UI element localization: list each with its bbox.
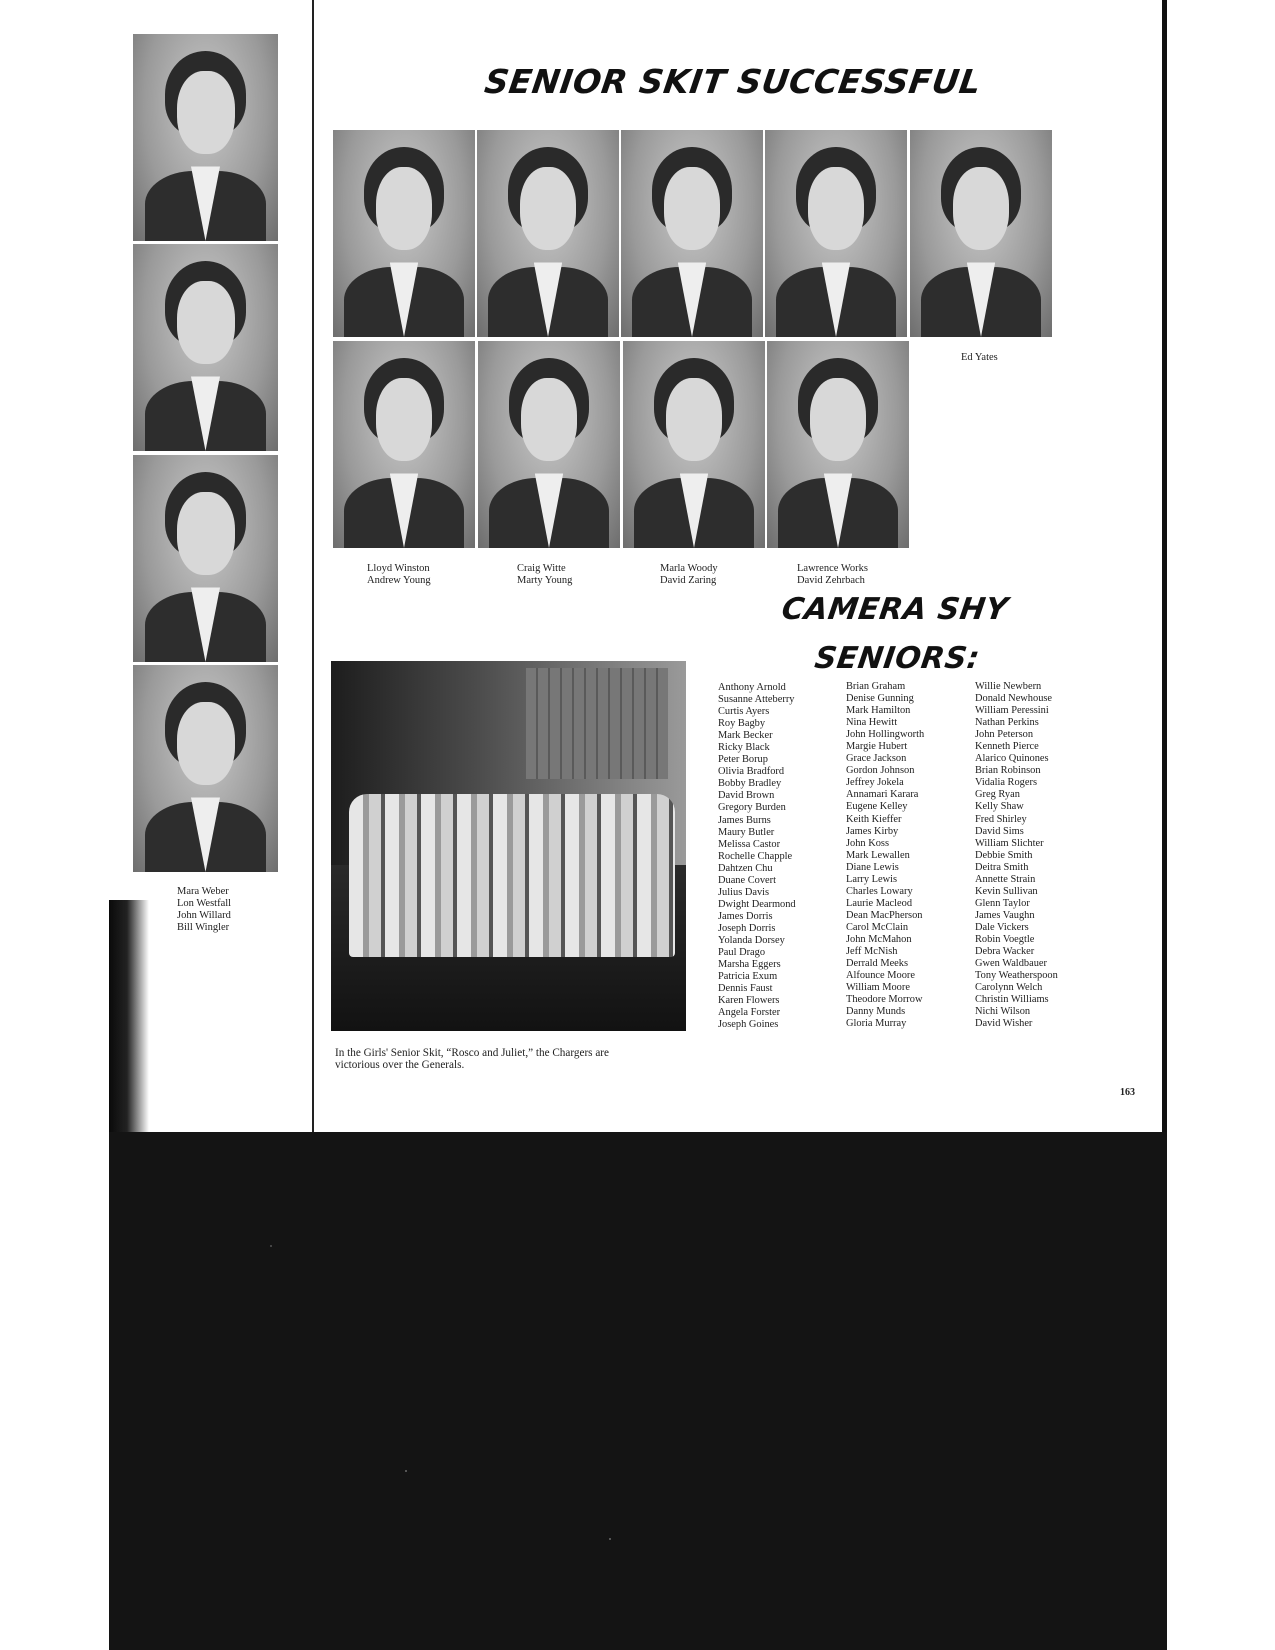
camera-shy-name: Mark Becker	[718, 730, 773, 742]
camera-shy-name: Larry Lewis	[846, 873, 898, 885]
camera-shy-name: James Vaughn	[975, 909, 1035, 921]
scan-background	[109, 1132, 1167, 1650]
camera-shy-name: Diane Lewis	[846, 861, 899, 873]
grid-portrait-photo	[333, 130, 475, 337]
camera-shy-column-3	[975, 681, 1058, 1030]
camera-shy-name: Ricky Black	[718, 742, 770, 754]
camera-shy-name: Gwen Waldbauer	[975, 958, 1047, 970]
camera-shy-name: Maury Butler	[718, 826, 775, 838]
camera-shy-name: Grace Jackson	[846, 753, 907, 765]
camera-shy-name: Kenneth Pierce	[975, 741, 1039, 753]
camera-shy-name: Curtis Ayers	[718, 706, 770, 718]
left-caption-3: John Willard	[177, 910, 231, 921]
camera-shy-name: Dale Vickers	[975, 921, 1029, 933]
camera-shy-name: Carol McClain	[846, 921, 909, 933]
grid-caption-4b: David Zehrbach	[797, 575, 865, 586]
camera-shy-name: John Hollingworth	[846, 729, 925, 741]
camera-shy-name: Deitra Smith	[975, 861, 1029, 873]
camera-shy-name: Fred Shirley	[975, 813, 1027, 825]
grid-caption-2a: Craig Witte	[517, 563, 566, 574]
camera-shy-name: Alarico Quinones	[975, 753, 1049, 765]
camera-shy-name: James Burns	[718, 814, 771, 826]
scan-speck	[609, 1538, 611, 1540]
camera-shy-name: James Kirby	[846, 825, 899, 837]
camera-shy-name: Olivia Bradford	[718, 766, 785, 778]
camera-shy-name: Keith Kieffer	[846, 813, 902, 825]
camera-shy-name: Yolanda Dorsey	[718, 934, 785, 946]
camera-shy-name: David Sims	[975, 825, 1024, 837]
camera-shy-name: Danny Munds	[846, 1006, 906, 1018]
camera-shy-name: William Moore	[846, 982, 910, 994]
grid-portrait-photo	[623, 341, 765, 548]
grid-portrait-photo	[767, 341, 909, 548]
left-caption-4: Bill Wingler	[177, 922, 230, 933]
camera-shy-name: Willie Newbern	[975, 681, 1042, 692]
camera-shy-name: Joseph Goines	[718, 1019, 779, 1031]
camera-shy-name: Dennis Faust	[718, 983, 773, 995]
scan-speck	[405, 1470, 407, 1472]
grid-caption-1a: Lloyd Winston	[367, 563, 430, 574]
camera-shy-name: John McMahon	[846, 933, 912, 945]
camera-shy-name: Robin Voegtle	[975, 933, 1035, 945]
camera-shy-name: Glenn Taylor	[975, 897, 1030, 909]
grid-caption-2b: Marty Young	[517, 575, 573, 586]
camera-shy-name: Dean MacPherson	[846, 909, 923, 921]
camera-shy-column-1	[718, 682, 796, 1031]
grid-portrait-photo	[910, 130, 1052, 337]
camera-shy-name: Dwight Dearmond	[718, 898, 796, 910]
group-photo-caption-2: victorious over the Generals.	[335, 1059, 465, 1071]
camera-shy-column-2	[846, 681, 924, 1030]
camera-shy-name: Gregory Burden	[718, 802, 786, 814]
left-caption-1: Mara Weber	[177, 886, 229, 897]
camera-shy-name: Derrald Meeks	[846, 958, 909, 970]
camera-shy-name: William Slichter	[975, 837, 1044, 849]
left-portrait-photo	[133, 34, 278, 241]
camera-shy-name: Gloria Murray	[846, 1018, 907, 1030]
camera-shy-name: Nichi Wilson	[975, 1006, 1031, 1018]
camera-shy-name: Christin Williams	[975, 994, 1049, 1006]
camera-shy-name: Angela Forster	[718, 1007, 781, 1019]
camera-shy-name: Jeffrey Jokela	[846, 777, 904, 789]
camera-shy-name: Anthony Arnold	[718, 682, 786, 693]
page-left-shadow	[109, 900, 149, 1132]
camera-shy-name: Donald Newhouse	[975, 693, 1053, 705]
camera-shy-name: David Brown	[718, 790, 775, 802]
camera-shy-name: Greg Ryan	[975, 789, 1020, 801]
grid-caption-3a: Marla Woody	[660, 563, 718, 574]
camera-shy-name: Dahtzen Chu	[718, 862, 773, 874]
camera-shy-name: John Koss	[846, 837, 890, 849]
camera-shy-name: Patricia Exum	[718, 971, 778, 983]
camera-shy-title: CAMERA SHY	[779, 592, 1011, 627]
camera-shy-name: Susanne Atteberry	[718, 694, 795, 706]
camera-shy-name: Nina Hewitt	[846, 717, 898, 729]
page-gutter-line	[312, 0, 314, 1132]
grid-portrait-photo	[477, 130, 619, 337]
camera-shy-name: Annette Strain	[975, 873, 1036, 885]
camera-shy-name: Kevin Sullivan	[975, 885, 1038, 897]
camera-shy-name: Jeff McNish	[846, 946, 898, 958]
camera-shy-name: Eugene Kelley	[846, 801, 908, 813]
camera-shy-name: Alfounce Moore	[846, 970, 915, 982]
camera-shy-name: Mark Lewallen	[846, 849, 910, 861]
camera-shy-name: Brian Robinson	[975, 765, 1041, 777]
page-title: SENIOR SKIT SUCCESSFUL	[482, 62, 984, 101]
left-portrait-photo	[133, 244, 278, 451]
ed-yates-caption: Ed Yates	[961, 352, 998, 363]
page-right-edge	[1162, 0, 1167, 1132]
camera-shy-name: Melissa Castor	[718, 838, 781, 850]
camera-shy-name: Nathan Perkins	[975, 717, 1039, 729]
camera-shy-name: David Wisher	[975, 1018, 1033, 1030]
camera-shy-name: Rochelle Chapple	[718, 850, 793, 862]
left-caption-2: Lon Westfall	[177, 898, 232, 909]
camera-shy-name: Charles Lowary	[846, 885, 913, 897]
camera-shy-name: Peter Borup	[718, 754, 768, 766]
camera-shy-name: Paul Drago	[718, 947, 766, 959]
camera-shy-name: Denise Gunning	[846, 693, 914, 705]
grid-caption-1b: Andrew Young	[367, 575, 431, 586]
left-portrait-photo	[133, 455, 278, 662]
camera-shy-name: Margie Hubert	[846, 741, 908, 753]
camera-shy-name: Debra Wacker	[975, 946, 1035, 958]
camera-shy-name: Julius Davis	[718, 886, 770, 898]
camera-shy-name: Mark Hamilton	[846, 705, 911, 717]
group-photo-caption-1: In the Girls' Senior Skit, “Rosco and Juliet,” the Chargers are	[335, 1047, 609, 1059]
grid-portrait-photo	[333, 341, 475, 548]
grid-caption-4a: Lawrence Works	[797, 563, 868, 574]
camera-shy-name: Roy Bagby	[718, 718, 766, 730]
camera-shy-name: Theodore Morrow	[846, 994, 923, 1006]
grid-portrait-photo	[621, 130, 763, 337]
left-portrait-photo	[133, 665, 278, 872]
camera-shy-name: Joseph Dorris	[718, 922, 776, 934]
camera-shy-name: Laurie Macleod	[846, 897, 913, 909]
camera-shy-name: Marsha Eggers	[718, 959, 781, 971]
scan-speck	[270, 1245, 272, 1247]
camera-shy-name: Vidalia Rogers	[975, 777, 1037, 789]
grid-portrait-photo	[765, 130, 907, 337]
camera-shy-name: Carolynn Welch	[975, 982, 1043, 994]
camera-shy-name: Tony Weatherspoon	[975, 970, 1058, 982]
camera-shy-name: Gordon Johnson	[846, 765, 915, 777]
camera-shy-name: Karen Flowers	[718, 995, 780, 1007]
camera-shy-name: William Peressini	[975, 705, 1049, 717]
camera-shy-name: James Dorris	[718, 910, 773, 922]
camera-shy-name: Debbie Smith	[975, 849, 1033, 861]
grid-caption-3b: David Zaring	[660, 575, 717, 586]
camera-shy-name: Kelly Shaw	[975, 801, 1024, 813]
page-number: 163	[1120, 1087, 1135, 1098]
camera-shy-name: Bobby Bradley	[718, 778, 782, 790]
skit-group-photo	[331, 661, 686, 1031]
camera-shy-name: Brian Graham	[846, 681, 906, 692]
camera-shy-name: Annamari Karara	[846, 789, 919, 801]
camera-shy-subtitle: SENIORS:	[812, 641, 983, 676]
camera-shy-name: John Peterson	[975, 729, 1034, 741]
camera-shy-name: Duane Covert	[718, 874, 776, 886]
grid-portrait-photo	[478, 341, 620, 548]
